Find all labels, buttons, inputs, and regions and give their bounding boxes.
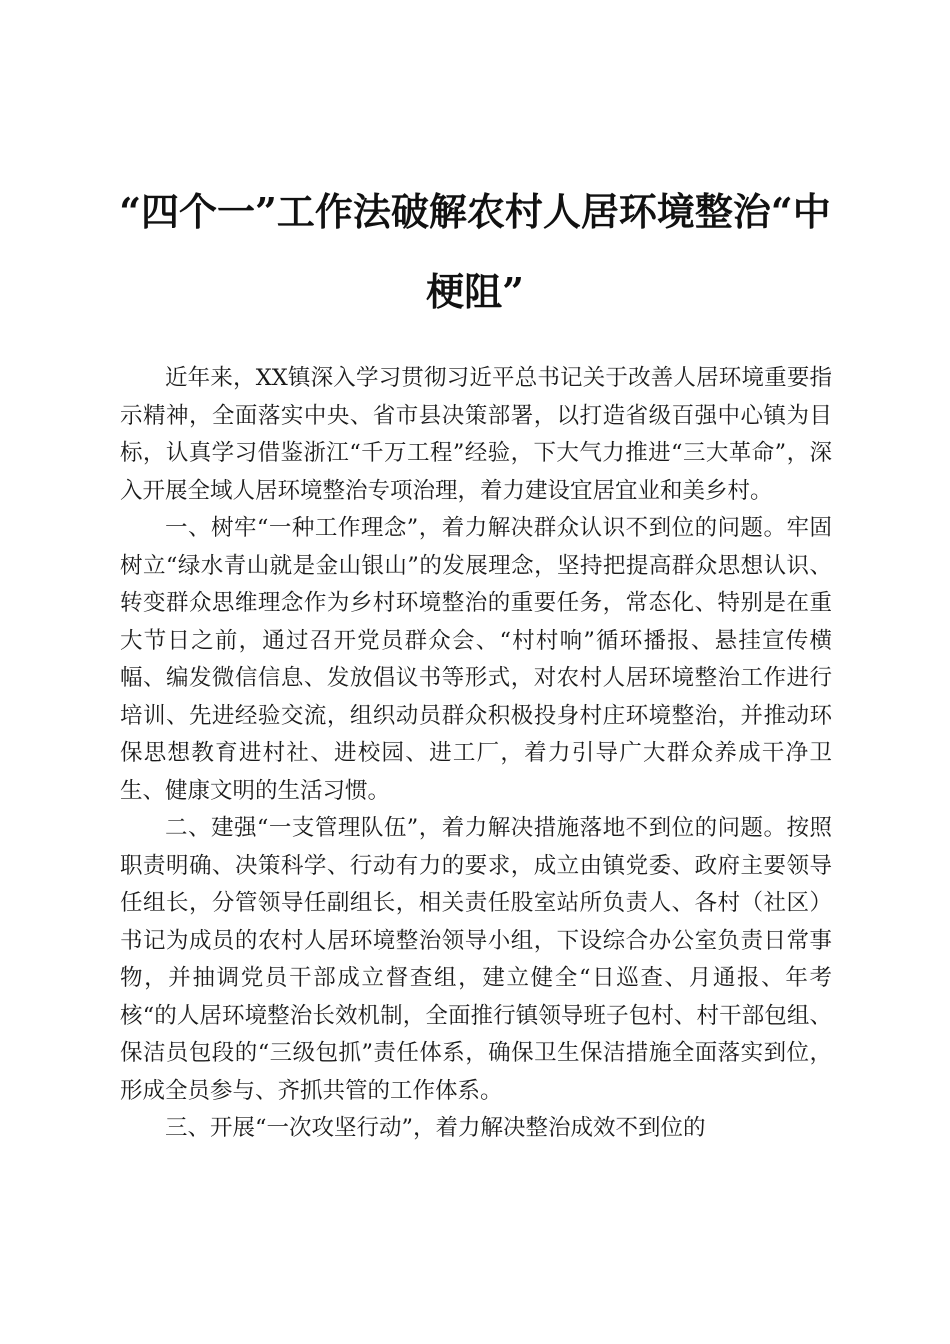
paragraph-intro: 近年来，XX镇深入学习贯彻习近平总书记关于改善人居环境重要指示精神，全面落实中央、省市县决策部署，以打造省级百强中心镇为目标，认真学习借鉴浙江“千万工程”经验，下大气力推进“三大革命”，深入开展全域人居环境整治专项治理，着力建设宜居宜业和美乡村。: [120, 365, 832, 504]
title-line-1: “四个一”工作法破解农村人居环境整治“中: [119, 189, 831, 234]
document-title: [100, 172, 850, 332]
title-line-2: 梗阻”: [426, 269, 524, 314]
paragraph-section-3: 三、开展“一次攻坚行动”，着力解决整治成效不到位的: [165, 1115, 706, 1141]
paragraph-section-2: 二、建强“一支管理队伍”，着力解决措施落地不到位的问题。按照职责明确、决策科学、行动有力的要求，成立由镇党委、政府主要领导任组长，分管领导任副组长，相关责任股室站所负责人、各村（社区）书记为成员的农村人居环境整治领导小组，下设综合办公室负责日常事物，并抽调党员干部成立督查组，建立健全“日巡查、月通报、年考核“的人居环境整治长效机制，全面推行镇领导班子包村、村干部包组、保洁员包段的“三级包抓”责任体系，确保卫生保洁措施全面落实到位，形成全员参与、齐抓共管的工作体系。: [120, 815, 832, 1104]
document-body: [120, 360, 832, 1148]
paragraph-section-1: 一、树牢“一种工作理念”，着力解决群众认识不到位的问题。牢固树立“绿水青山就是金山银山”的发展理念，坚持把提高群众思想认识、转变群众思维理念作为乡村环境整治的重要任务，常态化、特别是在重大节日之前，通过召开党员群众会、“村村响”循环播报、悬挂宣传横幅、编发微信信息、发放倡议书等形式，对农村人居环境整治工作进行培训、先进经验交流，组织动员群众积极投身村庄环境整治，并推动环保思想教育进村社、进校园、进工厂，着力引导广大群众养成干净卫生、健康文明的生活习惯。: [120, 515, 832, 804]
